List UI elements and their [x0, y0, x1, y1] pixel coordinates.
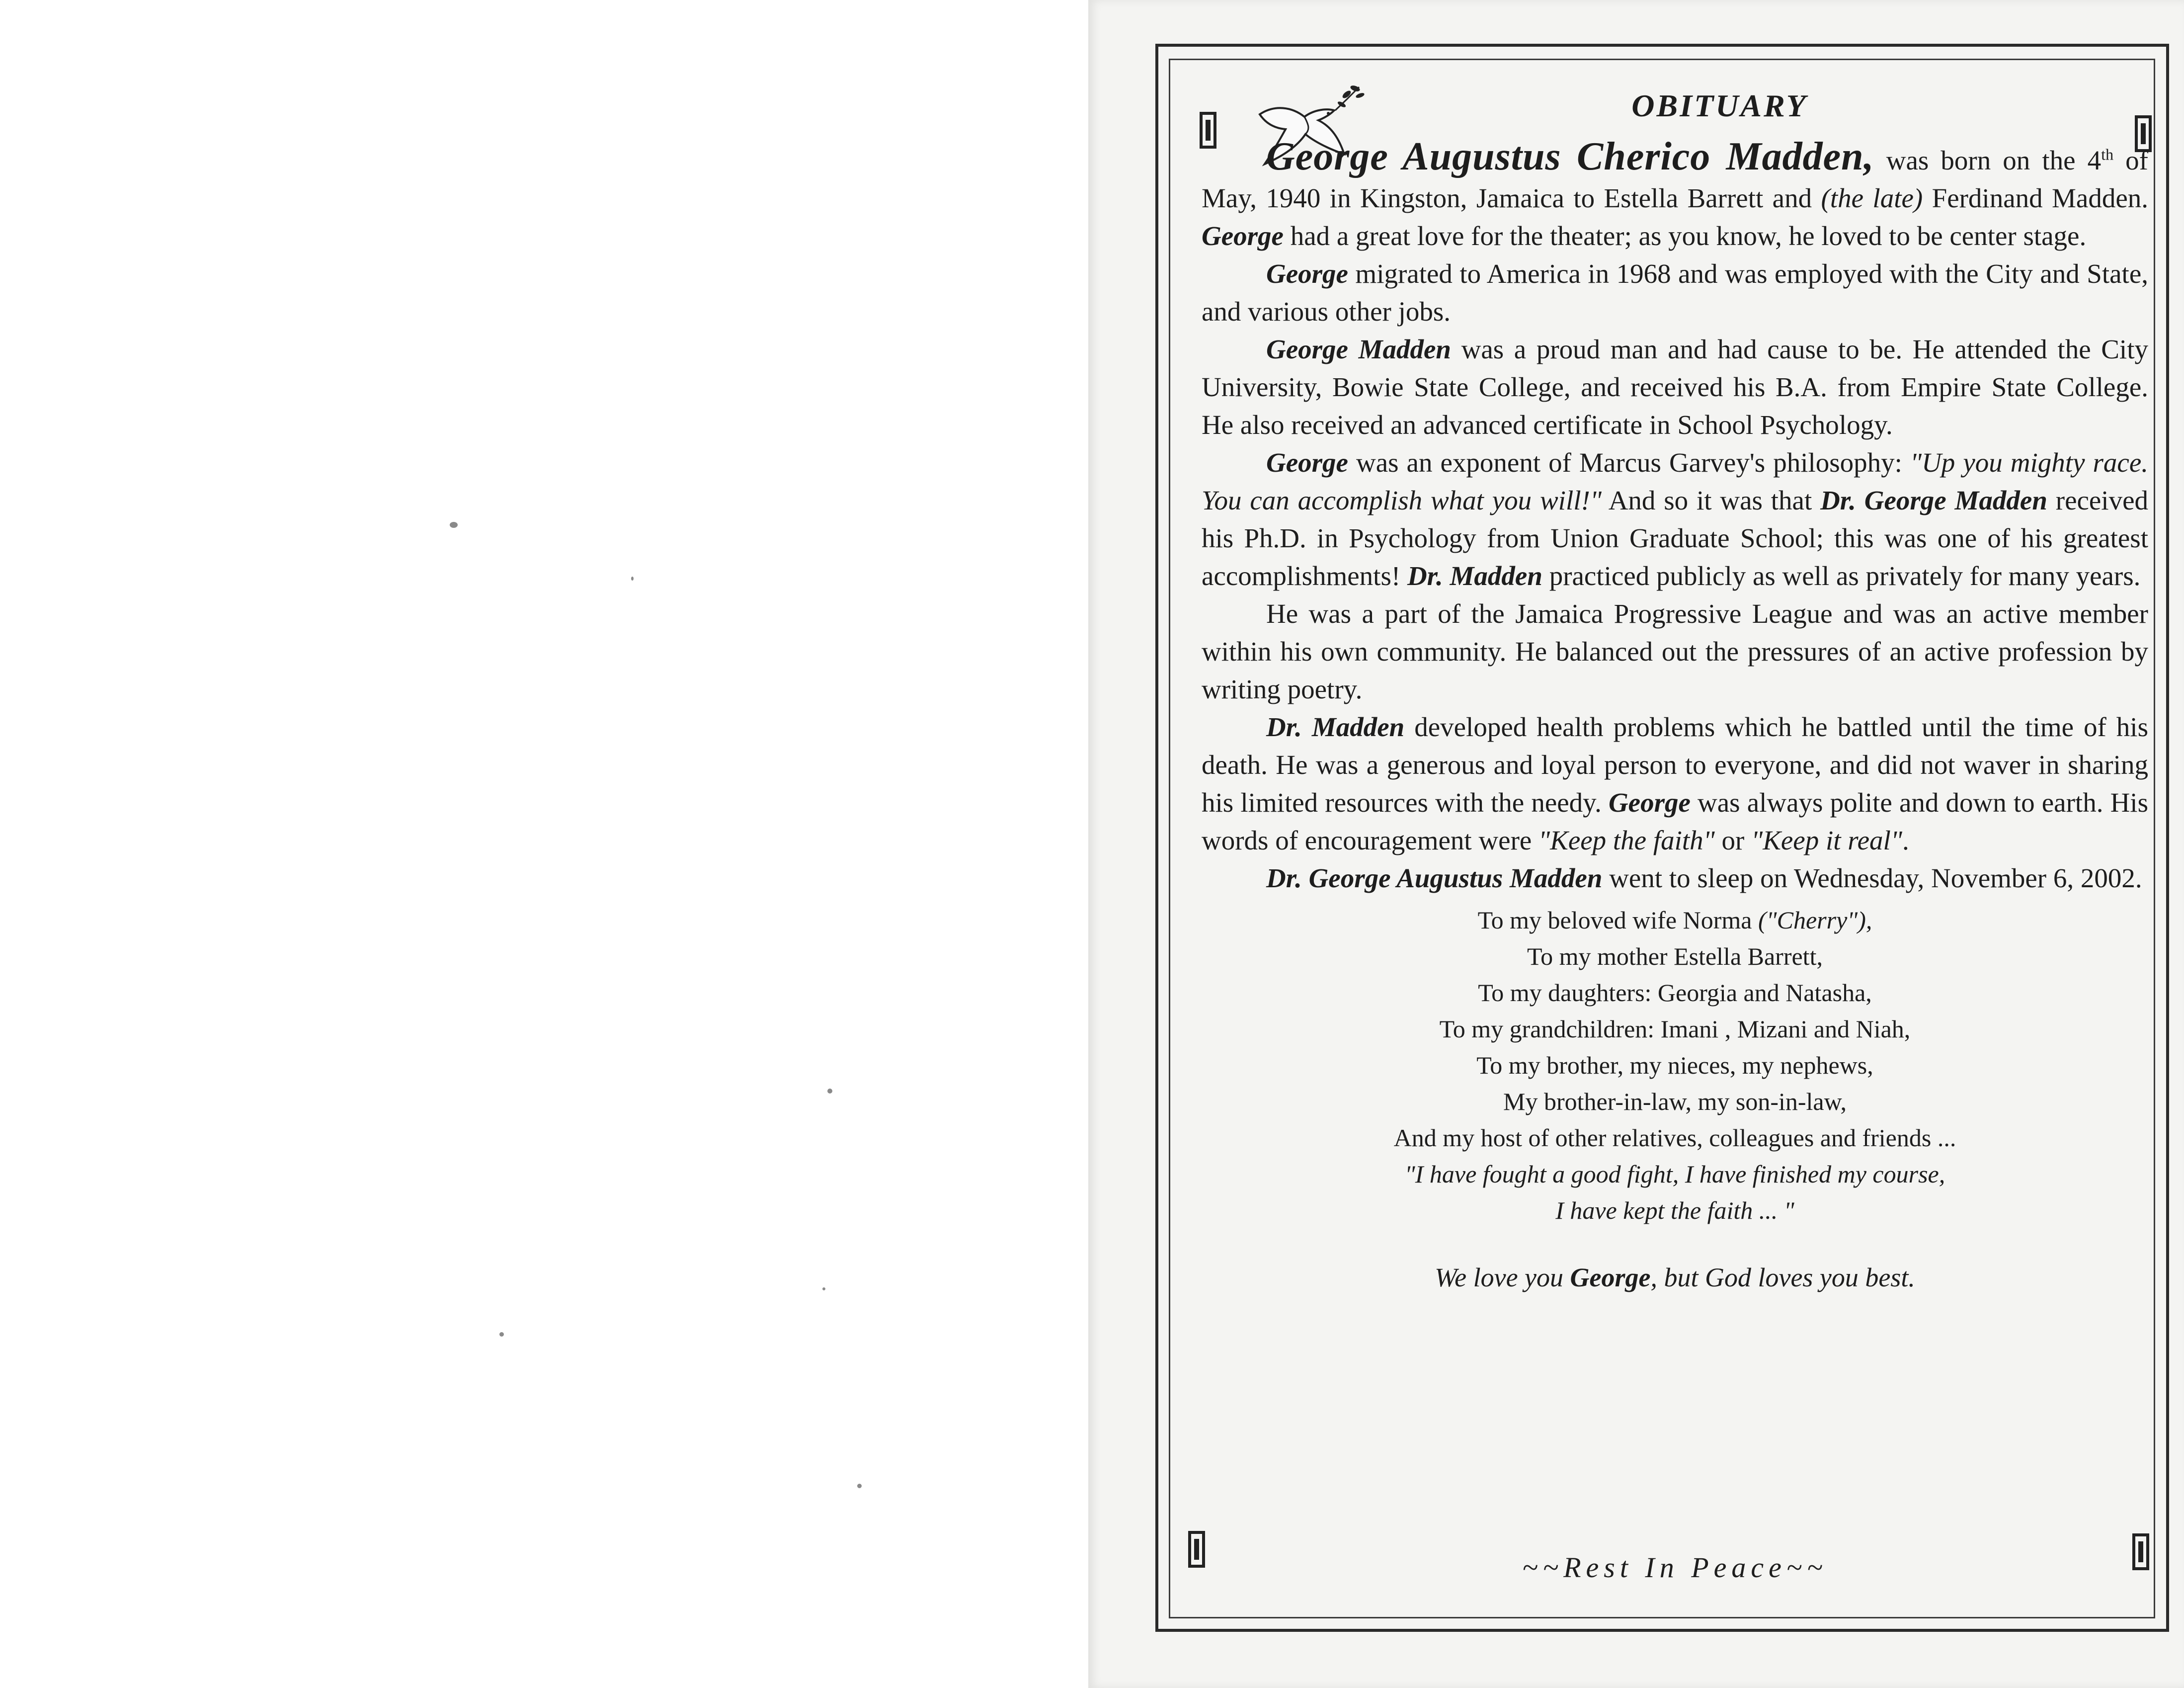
or-text: or — [1714, 825, 1752, 855]
dedication-wife — [1202, 902, 2148, 938]
passing-text: went to sleep on Wednesday, November 6, 2002. — [1602, 863, 2142, 893]
encouragement-text: was always polite and down to earth. His words of encouragement were — [1202, 787, 2148, 855]
first-name: George — [1266, 447, 1348, 478]
verse-line-2: I have kept the faith ... " — [1555, 1196, 1794, 1224]
closing-name: George — [1570, 1263, 1651, 1292]
blank-left-page — [0, 0, 1088, 1688]
paragraph-birth — [1202, 135, 2148, 255]
dedication-daughters: To my daughters: Georgia and Natasha, — [1478, 979, 1872, 1007]
paragraph-philosophy — [1202, 444, 2148, 595]
father-name: Ferdinand Madden. — [1923, 183, 2148, 213]
first-name: George — [1266, 258, 1348, 289]
rest-in-peace: ~~Rest In Peace~~ — [1522, 1551, 1828, 1584]
practice-text: practiced publicly as well as privately for many years. — [1542, 561, 2141, 591]
wife-nickname: ("Cherry"), — [1758, 906, 1872, 934]
theater-text: had a great love for the theater; as you know, he loved to be center stage. — [1283, 221, 2087, 251]
period: . — [1902, 825, 1909, 855]
education-text: was a proud man and had cause to be. He attended the City University, Bowie State College, and received his B.A. from Empire State College. He also received an advanced certificate in School Psychology. — [1202, 334, 2148, 440]
doctor-name: Dr. George Madden — [1820, 485, 2047, 515]
dedication-grandchildren: To my grandchildren: Imani , Mizani and Niah, — [1439, 1015, 1911, 1043]
wife-text: To my beloved wife Norma — [1477, 906, 1758, 934]
health-text: developed health problems which he battled until the time of his death. He was a generous and loyal person to everyone, and did not waver in sharing his limited resources with the needy. — [1202, 712, 2148, 818]
migration-text: migrated to America in 1968 and was employed with the City and State, and various other jobs. — [1202, 258, 2148, 327]
community-text: He was a part of the Jamaica Progressive League and was an active member within his own community. He balanced out the pressures of an active profession by writing poetry. — [1202, 598, 2148, 704]
doctor-full-name: Dr. George Augustus Madden — [1266, 863, 1603, 893]
dedication-mother: To my mother Estella Barrett, — [1527, 942, 1823, 970]
closing-text-cont: , but God loves you best. — [1650, 1263, 1915, 1292]
paper-speck — [827, 1089, 832, 1094]
dedication-others: And my host of other relatives, colleagues and friends ... — [1393, 1124, 1956, 1152]
the-late-note: (the late) — [1821, 183, 1923, 213]
closing-line — [1202, 1259, 2148, 1296]
paragraph-migration — [1202, 255, 2148, 331]
paper-speck — [499, 1332, 504, 1337]
paragraph-health — [1202, 708, 2148, 859]
doctor-name: Dr. Madden — [1266, 712, 1405, 742]
phd-text: received his Ph.D. in Psychology from Union Graduate School; this was one of his greatest accomplishments! — [1202, 485, 2148, 591]
philosophy-text-cont: And so it was that — [1601, 485, 1821, 515]
full-name: George Augustus Cherico Madden, — [1266, 135, 1874, 178]
obituary-heading: OBITUARY — [1631, 88, 1808, 123]
ordinal-suffix: th — [2101, 145, 2114, 164]
closing-text: We love you — [1435, 1263, 1570, 1292]
paper-speck — [857, 1484, 862, 1488]
obituary-content — [1202, 87, 2148, 1296]
paragraph-community — [1202, 595, 2148, 708]
paragraph-education — [1202, 331, 2148, 444]
keep-real-quote: "Keep it real" — [1751, 825, 1902, 855]
paper-speck — [822, 1287, 825, 1290]
verse-line-1: "I have fought a good fight, I have finished my course, — [1404, 1160, 1945, 1188]
dedications — [1202, 902, 2148, 1229]
keep-faith-quote: "Keep the faith" — [1538, 825, 1715, 855]
doctor-name: Dr. Madden — [1407, 561, 1542, 591]
paper-speck — [631, 577, 634, 581]
first-name: George — [1608, 787, 1691, 818]
birth-text-cont: of May, 1940 in Kingston, Jamaica to Estella Barrett and — [1202, 145, 2148, 213]
paragraph-passing — [1202, 859, 2148, 897]
birth-text: was born on the 4 — [1874, 145, 2102, 175]
dedication-inlaws: My brother-in-law, my son-in-law, — [1503, 1088, 1847, 1115]
first-name: George — [1202, 221, 1284, 251]
garvey-quote: "Up you mighty race. You can accomplish what you will!" — [1202, 447, 2148, 515]
philosophy-text: was an exponent of Marcus Garvey's philosophy: — [1348, 447, 1910, 478]
dedication-siblings: To my brother, my nieces, my nephews, — [1476, 1051, 1873, 1079]
paper-speck — [450, 522, 458, 528]
name: George Madden — [1266, 334, 1451, 364]
